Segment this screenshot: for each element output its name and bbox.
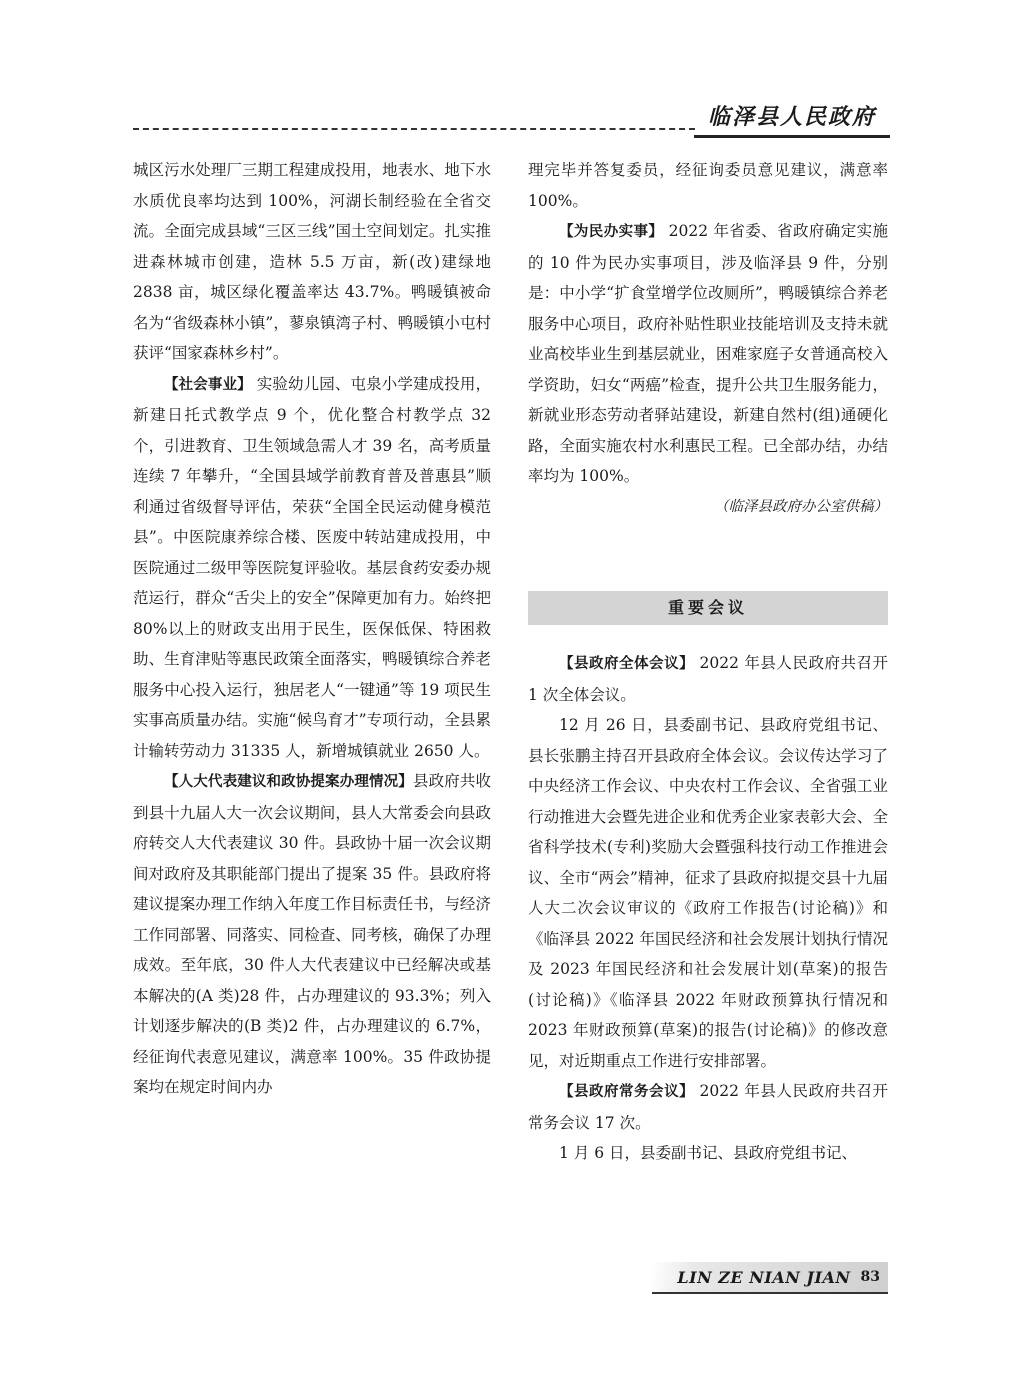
heading-plenary-meeting: 【县政府全体会议】 bbox=[559, 656, 695, 672]
heading-proposals: 【人大代表建议和政协提案办理情况】 bbox=[164, 774, 413, 790]
paragraph-social-affairs bbox=[133, 369, 491, 767]
text-plenary-meeting: 2022 年县人民政府共召开 1 次全体会议。 bbox=[528, 654, 888, 704]
text-practical-matters: 2022 年省委、省政府确定实施的 10 件为民办实事项目，涉及临泽县 9 件，分别是：中小学“扩食堂增学位改厕所”，鸭暖镇综合养老服务中心项目，政府补贴性职业技能培训及支持未就业高校毕业生到基层就业，困难家庭子女普通高校入学资助，妇女“两癌”检查，提升公共卫生服务能力，新就业形态劳动者驿站建设，新建自然村(组)通硬化路，全面实施农村水利惠民工程。已全部办结，办结率均为 100%。 bbox=[528, 222, 889, 485]
right-column-meetings bbox=[528, 648, 888, 1169]
heading-executive-meeting: 【县政府常务会议】 bbox=[559, 1084, 695, 1100]
page-number: 83 bbox=[860, 1269, 880, 1285]
heading-practical-matters: 【为民办实事】 bbox=[559, 224, 664, 240]
paragraph-proposals-continued: 理完毕并答复委员，经征询委员意见建议，满意率 100%。 bbox=[528, 161, 888, 210]
paragraph-executive-details: 1 月 6 日，县委副书记、县政府党组书记、 bbox=[559, 1144, 858, 1162]
paragraph-proposals bbox=[133, 766, 491, 1103]
right-column bbox=[528, 155, 888, 522]
paragraph-executive-meeting bbox=[528, 1076, 888, 1138]
running-header-title: 临泽县人民政府 bbox=[694, 101, 890, 138]
paragraph-practical-matters bbox=[528, 216, 888, 492]
page-footer bbox=[652, 1262, 888, 1294]
section-heading-important-meetings: 重要会议 bbox=[528, 591, 888, 625]
text-social-affairs: 实验幼儿园、屯泉小学建成投用，新建日托式教学点 9 个，优化整合村教学点 32 个，引进教育、卫生领域急需人才 39 名，高考质量连续 7 年攀升，“全国县域学前教育普及普惠县”顺利通过省级督导评估，荣获“全国全民运动健身模范县”。中医院康养综合楼、医废中转站建成投用，中医院通过二级甲等医院复评验收。基层食药安委办规范运行，群众“舌尖上的安全”保障更加有力。始终把 80%以上的财政支出用于民生，医保低保、特困救助、生育津贴等惠民政策全面落实，鸭暖镇综合养老服务中心投入运行，独居老人“一键通”等 19 项民生实事高质量办结。实施“候鸟育才”专项行动，全县累计输转劳动力 31335 人，新增城镇就业 2650 人。 bbox=[133, 374, 491, 760]
source-credit: （临泽县政府办公室供稿） bbox=[714, 498, 888, 515]
heading-social-affairs: 【社会事业】 bbox=[164, 376, 252, 393]
header-dashed-rule bbox=[133, 128, 695, 130]
footer-journal-name: LIN ZE NIAN JIAN bbox=[677, 1267, 851, 1287]
left-column bbox=[133, 155, 491, 1103]
paragraph-plenary-details: 12 月 26 日，县委副书记、县政府党组书记、县长张鹏主持召开县政府全体会议。会议传达学习了中央经济工作会议、中央农村工作会议、全省强工业行动推进大会暨先进企业和优秀企业家表彰大会、全省科学技术(专利)奖励大会暨强科技行动工作推进会议、全市“两会”精神，征求了县政府拟提交县十九届人大二次会议审议的《政府工作报告(讨论稿)》和《临泽县 2022 年国民经济和社会发展计划执行情况及 2023 年国民经济和社会发展计划(草案)的报告(讨论稿)》《临泽县 2022 年财政预算执行情况和 2023 年财政预算(草案)的报告(讨论稿)》的修改意见，对近期重点工作进行安排部署。 bbox=[528, 716, 888, 1070]
paragraph-environment: 城区污水处理厂三期工程建成投用，地表水、地下水水质优良率均达到 100%，河湖长制经验在全省交流。全面完成县域“三区三线”国土空间划定。扎实推进森林城市创建，造林 5.5 万亩，新(改)建绿地 2838 亩，城区绿化覆盖率达 43.7%。鸭暖镇被命名为“省级森林小镇”，蓼泉镇湾子村、鸭暖镇小屯村获评“国家森林乡村”。 bbox=[133, 161, 491, 362]
text-proposals: 县政府共收到县十九届人大一次会议期间，县人大常委会向县政府转交人大代表建议 30 件。县政协十届一次会议期间对政府及其职能部门提出了提案 35 件。县政府将建议提案办理工作纳入年度工作目标责任书，与经济工作同部署、同落实、同检查、同考核，确保了办理成效。至年底，30 件人大代表建议中已经解决或基本解决的(A 类)28 件，占办理建议的 93.3%；列入计划逐步解决的(B 类)2 件，占办理建议的 6.7%，经征询代表意见建议，满意率 100%。35 件政协提案均在规定时间内办 bbox=[133, 772, 491, 1096]
paragraph-plenary-meeting bbox=[528, 648, 888, 710]
text-executive-meeting: 2022 年县人民政府共召开常务会议 17 次。 bbox=[528, 1082, 888, 1132]
